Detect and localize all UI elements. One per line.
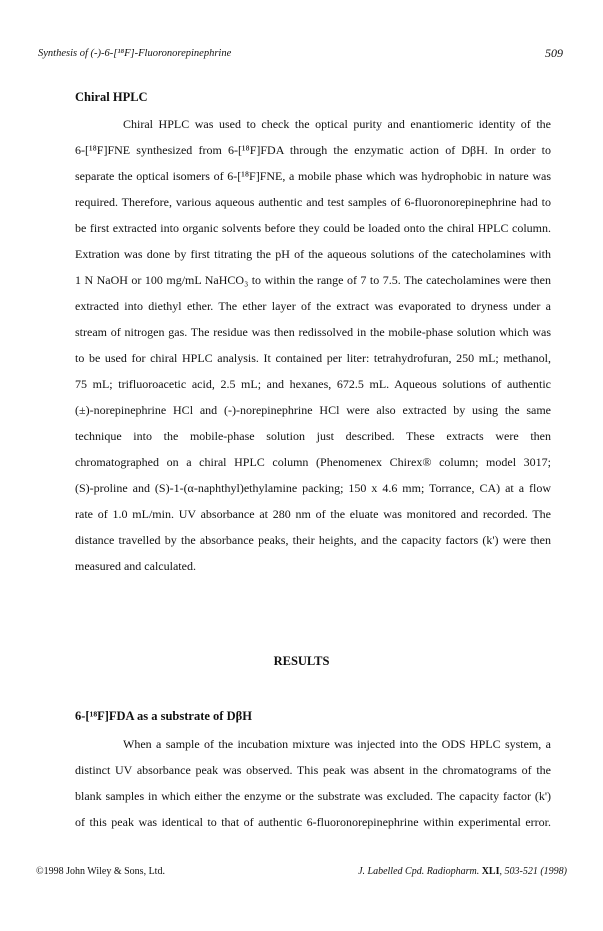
paragraph-line: technique into the mobile-phase solution just described. These extracts were then [75,429,551,443]
paragraph-line: (±)-norepinephrine HCl and (-)-norepinephrine HCl were also extracted by using the same [75,403,551,417]
page-footer [36,866,567,880]
chiral-hplc-heading: Chiral HPLC [75,90,148,104]
paragraph-line: When a sample of the incubation mixture was injected into the ODS HPLC system, a [123,737,551,751]
paragraph-line: 6-[¹⁸F]FNE synthesized from 6-[¹⁸F]FDA through the enzymatic action of DβH. In order to [75,143,551,157]
paragraph-line: rate of 1.0 mL/min. UV absorbance at 280 nm of the eluate was monitored and recorded. The [75,507,551,521]
paragraph-line: chromatographed on a chiral HPLC column (Phenomenex Chirex® column; model 3017; [75,455,551,469]
substrate-paragraph [75,731,551,835]
paragraph-line: measured and calculated. [75,559,196,573]
paragraph-line: 1 N NaOH or 100 mg/mL NaHCO₃ to within the range of 7 to 7.5. The catecholamines were then [75,273,551,287]
page-number: 509 [545,46,563,60]
paragraph-line: be first extracted into organic solvents before they could be loaded onto the chiral HPLC column. [75,221,551,235]
paragraph-line: Extration was done by first titrating the pH of the aqueous solutions of the catecholamines with [75,247,551,261]
journal-citation [358,866,567,877]
chiral-hplc-paragraph [75,111,551,579]
paragraph-line: blank samples in which either the enzyme or the substrate was excluded. The capacity factor (k') [75,789,551,803]
paragraph-line: distance travelled by the absorbance peaks, their heights, and the capacity factors (k') were then [75,533,551,547]
paragraph-line: of this peak was identical to that of authentic 6-fluoronorepinephrine within experimental error. [75,815,551,829]
running-head [38,44,565,64]
paragraph-line: 75 mL; trifluoroacetic acid, 2.5 mL; and hexanes, 672.5 mL. Aqueous solutions of authentic [75,377,551,391]
journal-volume: XLI [481,866,500,877]
paragraph-line: distinct UV absorbance peak was observed. This peak was absent in the chromatograms of the [75,763,551,777]
paragraph-line: (S)-proline and (S)-1-(α-naphthyl)ethylamine packing; 150 x 4.6 mm; Torrance, CA) at a flow [75,481,551,495]
paragraph-line: extracted into diethyl ether. The ether layer of the extract was evaporated to dryness under a [75,299,551,313]
journal-name: J. Labelled Cpd. Radiopharm. [358,866,480,877]
paragraph-line: required. Therefore, various aqueous authentic and test samples of 6-fluoronorepinephrine had to [75,195,551,209]
copyright-notice: ©1998 John Wiley & Sons, Ltd. [36,866,165,877]
paragraph-line: Chiral HPLC was used to check the optical purity and enantiomeric identity of the [123,117,551,131]
paragraph-line: stream of nitrogen gas. The residue was then redissolved in the mobile-phase solution which was [75,325,551,339]
paragraph-line: separate the optical isomers of 6-[¹⁸F]FNE, a mobile phase which was hydrophobic in nature was [75,169,551,183]
running-head-title: Synthesis of (-)-6-[¹⁸F]-Fluoronorepinephrine [38,48,232,59]
journal-pages-year: , 503-521 (1998) [499,866,567,877]
paragraph-line: to be used for chiral HPLC analysis. It contained per liter: tetrahydrofuran, 250 mL; methanol, [75,351,551,365]
results-heading: RESULTS [273,654,330,668]
substrate-subheading: 6-[¹⁸F]FDA as a substrate of DβH [75,709,252,723]
